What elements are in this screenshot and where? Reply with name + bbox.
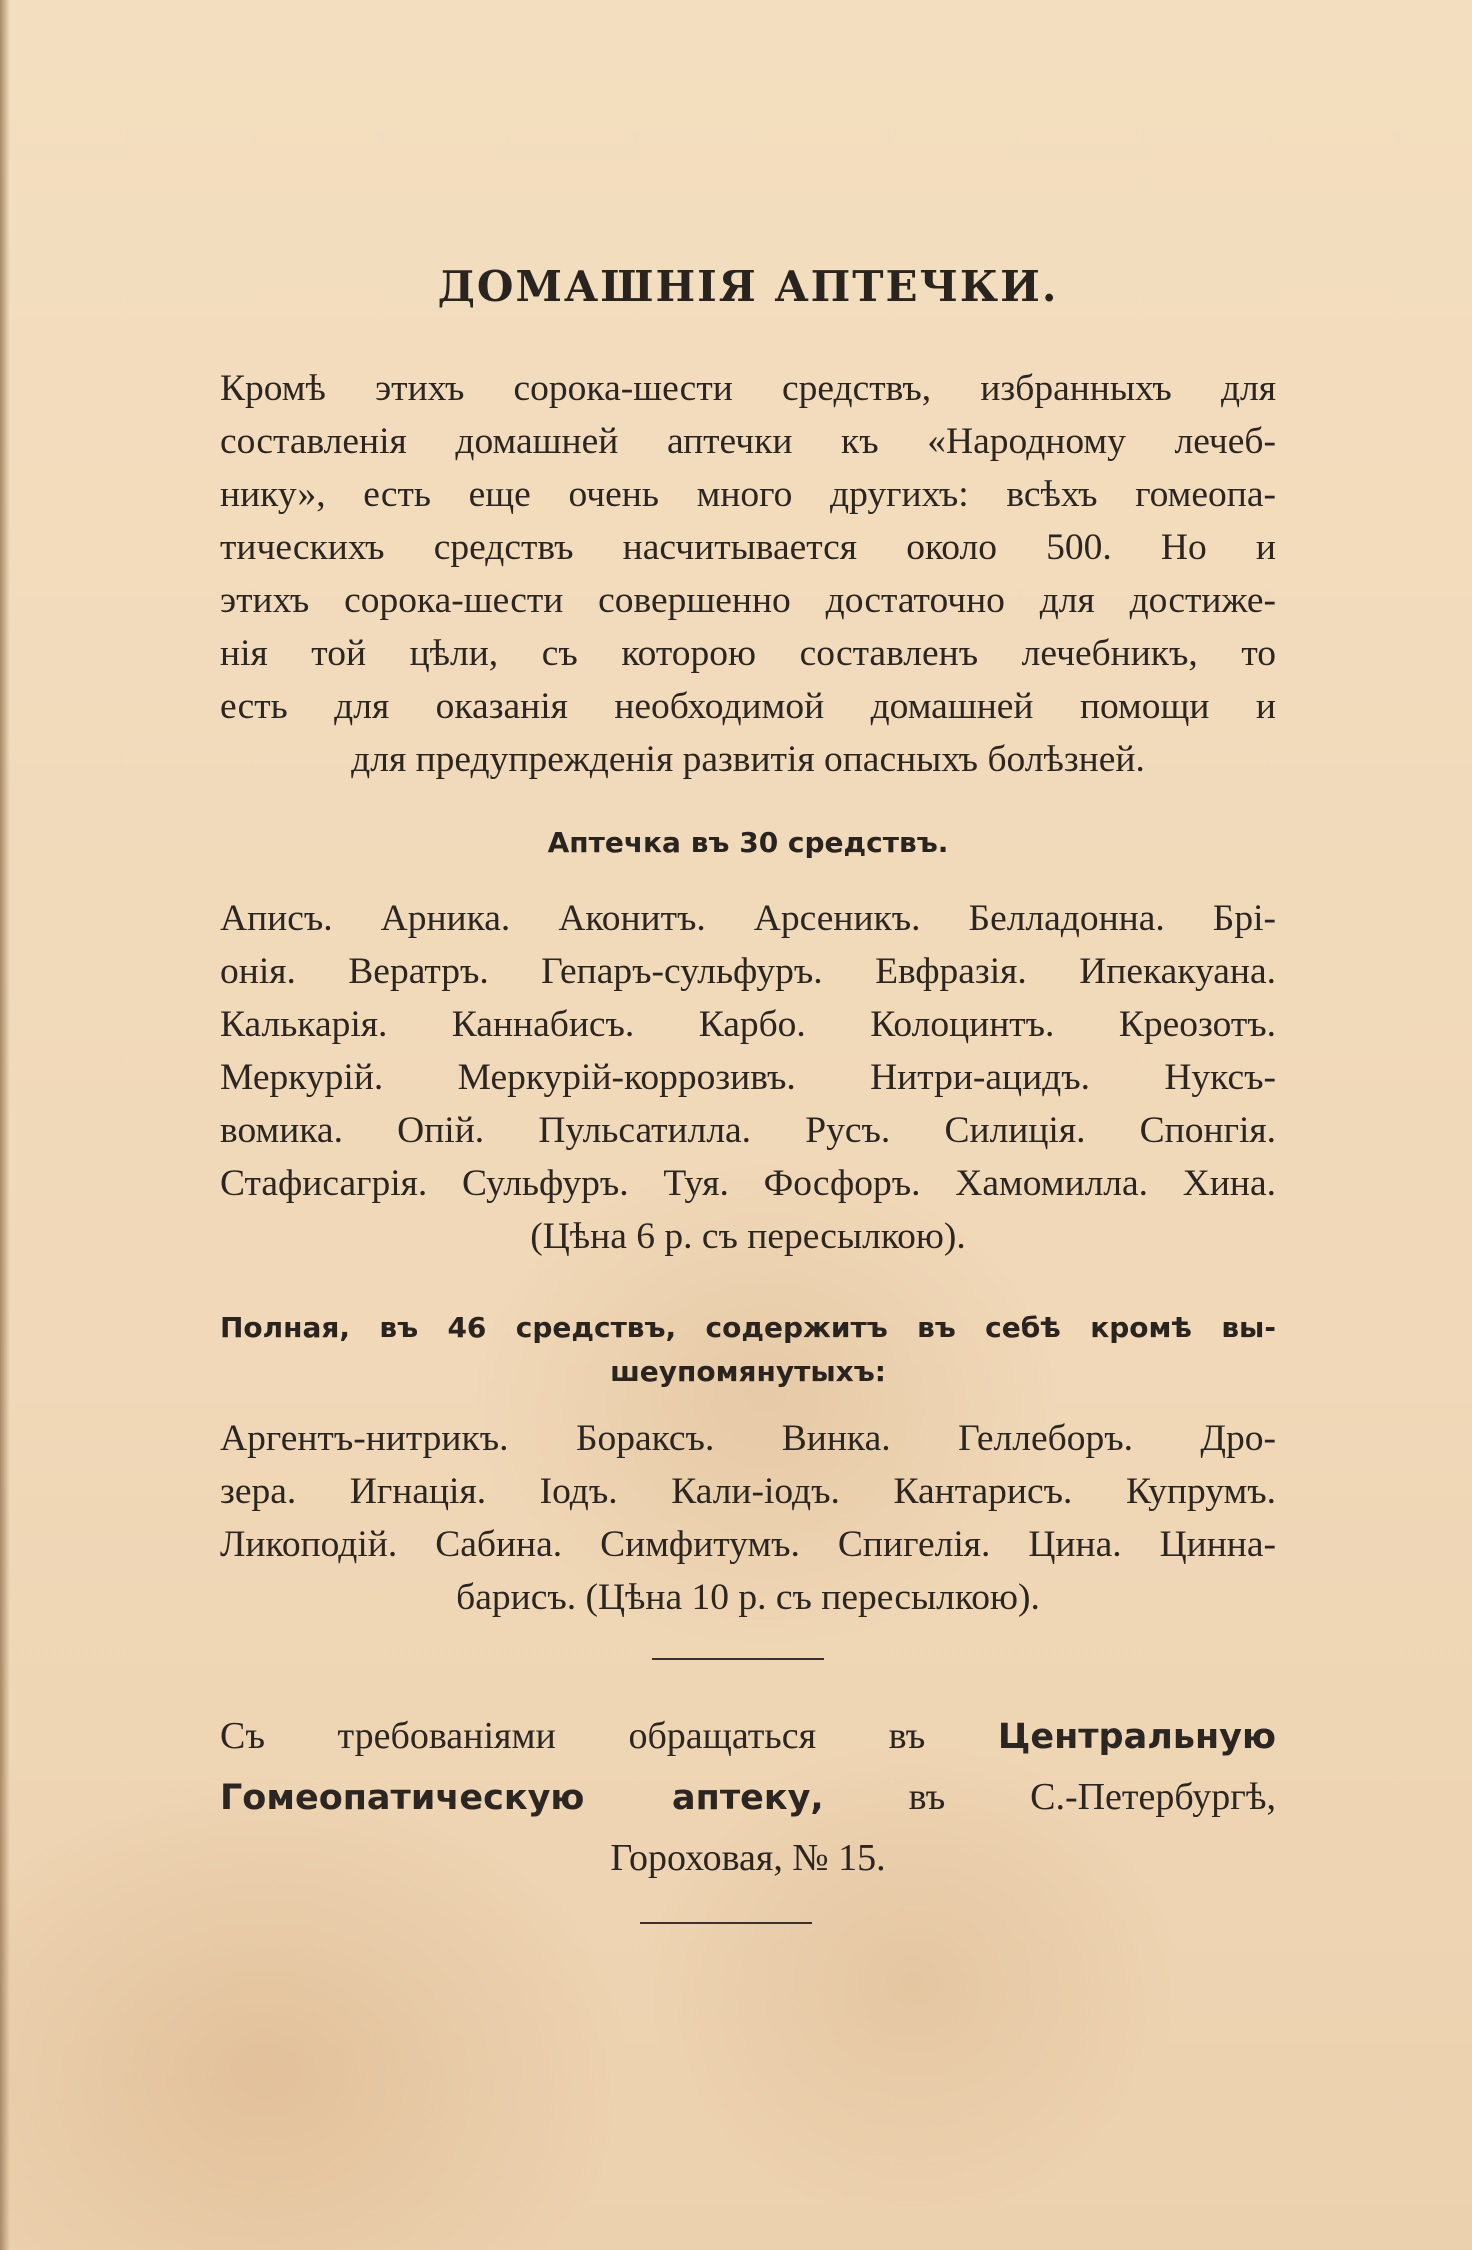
contact-line	[220, 1767, 1276, 1828]
remedy-line: Аписъ. Арника. Аконитъ. Арсеникъ. Белладонна. Брі-	[220, 898, 1276, 939]
kit46-heading-line: шеупомянутыхъ:	[610, 1355, 886, 1388]
remedy-line: Аргентъ-нитрикъ. Бораксъ. Винка. Геллеборъ. Дро-	[220, 1418, 1276, 1459]
kit46-heading	[220, 1306, 1276, 1394]
contact-paragraph	[220, 1706, 1276, 1888]
intro-line: нія той цѣли, съ которою составленъ лечебникъ, то	[220, 633, 1276, 674]
intro-paragraph	[220, 362, 1276, 786]
remedy-line: Калькарія. Каннабисъ. Карбо. Колоцинтъ. Креозотъ.	[220, 1004, 1276, 1045]
pharmacy-name: Центральную	[997, 1717, 1276, 1757]
contact-city: въ С.-Петербургѣ,	[908, 1776, 1276, 1818]
remedy-line: вомика. Опій. Пульсатилла. Русъ. Силиція. Спонгія.	[220, 1110, 1276, 1151]
contact-text: Съ требованіями обращаться въ	[220, 1715, 926, 1757]
intro-line: Кромѣ этихъ сорока-шести средствъ, избранныхъ для	[220, 368, 1276, 409]
divider-rule	[640, 1922, 812, 1924]
page-edge	[0, 0, 10, 2250]
remedy-line: Стафисагрія. Сульфуръ. Туя. Фосфоръ. Хамомилла. Хина.	[220, 1163, 1276, 1204]
remedy-line: онія. Вератръ. Гепаръ-сульфуръ. Евфразія. Ипекакуана.	[220, 951, 1276, 992]
intro-line: этихъ сорока-шести совершенно достаточно для достиже-	[220, 580, 1276, 621]
intro-line: для предупрежденія развитія опасныхъ болѣзней.	[351, 739, 1145, 780]
kit30-price: (Цѣна 6 р. съ пересылкою).	[530, 1216, 966, 1257]
kit46-price: барисъ. (Цѣна 10 р. съ пересылкою).	[456, 1577, 1040, 1618]
kit30-heading: Аптечка въ 30 средствъ.	[547, 826, 949, 859]
intro-line: составленія домашней аптечки къ «Народному лечеб-	[220, 421, 1276, 462]
remedy-line: зера. Игнація. Іодъ. Кали-іодъ. Кантарисъ. Купрумъ.	[220, 1471, 1276, 1512]
kit30-remedy-list	[220, 892, 1276, 1263]
pharmacy-name: Гомеопатическую аптеку,	[220, 1778, 824, 1818]
divider-rule	[652, 1658, 824, 1660]
contact-line	[220, 1706, 1276, 1767]
intro-line: есть для оказанія необходимой домашней помощи и	[220, 686, 1276, 727]
remedy-line: Меркурій. Меркурій-коррозивъ. Нитри-ацидъ. Нуксъ-	[220, 1057, 1276, 1098]
kit46-heading-line: Полная, въ 46 средствъ, содержитъ въ себѣ кромѣ вы-	[220, 1311, 1276, 1344]
contact-address: Гороховая, № 15.	[610, 1837, 886, 1879]
intro-line: тическихъ средствъ насчитывается около 500. Но и	[220, 527, 1276, 568]
kit46-remedy-list	[220, 1412, 1276, 1624]
page-title: ДОМАШНІЯ АПТЕЧКИ.	[437, 262, 1059, 311]
intro-line: нику», есть еще очень много другихъ: всѣхъ гомеопа-	[220, 474, 1276, 515]
remedy-line: Ликоподій. Сабина. Симфитумъ. Спигелія. Цина. Цинна-	[220, 1524, 1276, 1565]
